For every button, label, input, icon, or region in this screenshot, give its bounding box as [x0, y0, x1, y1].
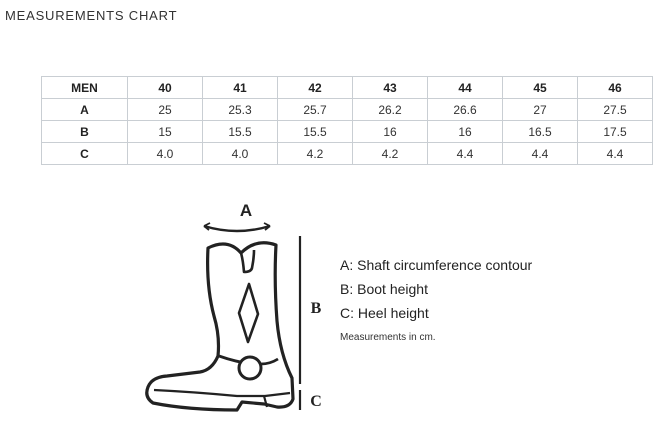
- legend-text-b: Boot height: [357, 281, 428, 297]
- legend-item-a: [340, 256, 532, 280]
- header-cell-size: 46: [578, 77, 653, 99]
- row-label-b: B: [42, 121, 128, 143]
- table-cell: 15.5: [203, 121, 278, 143]
- label-b: B: [310, 300, 322, 317]
- table-cell: 27.5: [578, 99, 653, 121]
- legend-item-b: [340, 280, 532, 304]
- table-cell: 15: [128, 121, 203, 143]
- header-cell-size: 42: [278, 77, 353, 99]
- table-cell: 4.0: [128, 143, 203, 165]
- harness-ring-icon: [239, 357, 261, 379]
- legend-text-c: Heel height: [357, 305, 429, 321]
- legend-key-c: C:: [340, 305, 354, 321]
- legend-key-b: B:: [340, 281, 354, 297]
- table-cell: 26.6: [428, 99, 503, 121]
- table-cell: 4.2: [278, 143, 353, 165]
- legend: [340, 256, 532, 343]
- table-cell: 4.4: [503, 143, 578, 165]
- header-cell-size: 41: [203, 77, 278, 99]
- table-row: [42, 143, 653, 165]
- row-label-c: C: [42, 143, 128, 165]
- harness-strap-right: [261, 359, 278, 364]
- table-row: [42, 99, 653, 121]
- measurements-table: [41, 76, 653, 165]
- boot-outline: [147, 243, 293, 410]
- sole-line: [154, 390, 290, 396]
- table-cell: 25.7: [278, 99, 353, 121]
- table-cell: 4.0: [203, 143, 278, 165]
- row-label-a: A: [42, 99, 128, 121]
- legend-key-a: A:: [340, 257, 354, 273]
- diamond-inlay-icon: [239, 284, 258, 342]
- header-cell-men: MEN: [42, 77, 128, 99]
- shaft-circumference-arc: [204, 226, 270, 231]
- table-cell: 4.4: [428, 143, 503, 165]
- label-c: C: [310, 393, 322, 410]
- header-cell-size: 40: [128, 77, 203, 99]
- table-header-row: [42, 77, 653, 99]
- table-cell: 16: [353, 121, 428, 143]
- header-cell-size: 45: [503, 77, 578, 99]
- measurement-unit-note: Measurements in cm.: [340, 332, 436, 343]
- table-cell: 16: [428, 121, 503, 143]
- table-cell: 16.5: [503, 121, 578, 143]
- table-cell: 26.2: [353, 99, 428, 121]
- boot-diagram: [140, 196, 340, 422]
- header-cell-size: 44: [428, 77, 503, 99]
- label-a: A: [239, 201, 253, 220]
- page-title: MEASUREMENTS CHART: [5, 8, 178, 23]
- table-cell: 4.4: [578, 143, 653, 165]
- legend-item-c: [340, 304, 532, 328]
- table-row: [42, 121, 653, 143]
- table-cell: 27: [503, 99, 578, 121]
- legend-text-a: Shaft circumference contour: [357, 257, 533, 273]
- table-cell: 4.2: [353, 143, 428, 165]
- table-cell: 25: [128, 99, 203, 121]
- table-cell: 15.5: [278, 121, 353, 143]
- table-cell: 25.3: [203, 99, 278, 121]
- header-cell-size: 43: [353, 77, 428, 99]
- table-cell: 17.5: [578, 121, 653, 143]
